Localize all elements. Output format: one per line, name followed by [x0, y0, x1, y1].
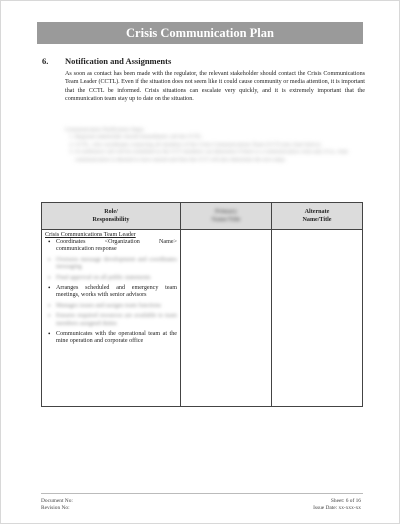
table-header-row [42, 203, 363, 230]
footer-left [41, 498, 73, 512]
list-item: • Coordinates <Organization Name> communication response [56, 239, 177, 254]
blurred-notification-steps [65, 127, 365, 164]
header-role: Role/ Responsibility [42, 203, 181, 230]
section-title: Notification and Assignments [65, 56, 172, 66]
document-number: Document No: [41, 498, 73, 504]
blurred-heading: Communication Notification Steps: [65, 127, 145, 133]
role-title: Crisis Communications Team Leader [45, 232, 136, 238]
header-primary: Primary Name/Title [181, 203, 272, 230]
list-item: • Ensures required resources are available to team members assigned duties [56, 313, 177, 328]
list-item: • Manages issues and assigns team functions [56, 303, 177, 310]
blurred-step: 1. Regional stakeholder should immediately call the CCTL. [75, 134, 365, 141]
header-alternate: Alternate Name/Title [272, 203, 363, 230]
sheet-number: Sheet: 6 of 16 [330, 498, 361, 504]
role-cell [42, 230, 181, 407]
revision-number: Revision No: [41, 505, 70, 511]
footer-divider [41, 493, 363, 494]
blurred-step: 2. CCTL, who coordinates contacting all members of the Crisis Communications Team (CCT) (see chart below). [75, 142, 365, 149]
blurred-steps-list [65, 134, 365, 164]
section-intro: As soon as contact has been made with the regulator, the relevant stakeholder should contact the Crisis Communications Team Leader (CCTL). Even if the situation does not seem like it could cause community or media attention, it is important that the CCTL be informed. Crisis situations can escalate very quickly, and it is extremely important that the communication team stay up to date on the situation. [65, 71, 365, 102]
list-item: • Arranges scheduled and emergency team meetings, works with senior advisors [56, 285, 177, 300]
section-number: 6. [42, 56, 49, 66]
list-item: • Communicates with the operational team at the mine operation and corporate office [56, 331, 177, 346]
blurred-step: 3. A conference call will be scheduled so the CCT members can determine if there is a communication crisis and, if so, what communication is deemed to have started and then the CCT will also determine the next steps. [75, 149, 365, 164]
issue-date: Issue Date: xx-xxx-xx [313, 505, 361, 511]
alternate-name-cell[interactable] [272, 230, 363, 407]
footer-right [313, 498, 361, 512]
assignments-table [41, 202, 363, 407]
primary-name-cell[interactable] [181, 230, 272, 407]
list-item: • Final approval on all public statements [56, 275, 177, 282]
page-title: Crisis Communication Plan [37, 22, 363, 44]
table-row [42, 230, 363, 407]
duties-list [45, 239, 177, 346]
list-item: • Oversees message development and coordinates messaging [56, 257, 177, 272]
